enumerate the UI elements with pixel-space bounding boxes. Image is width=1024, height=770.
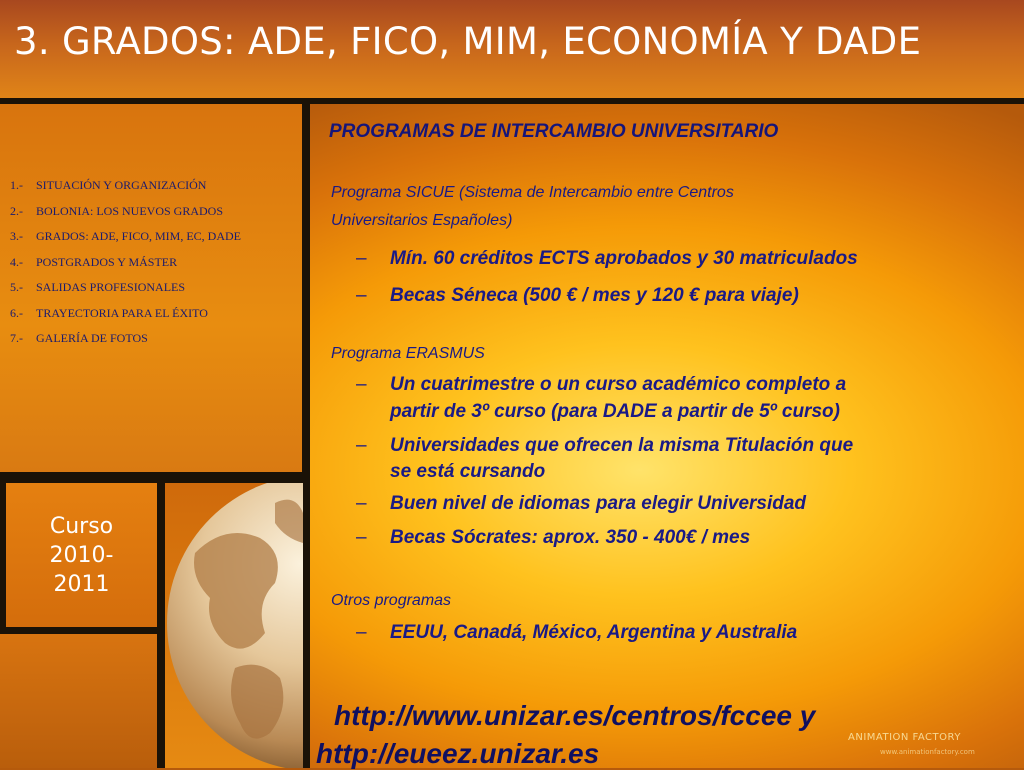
bullet-dash: – (356, 374, 367, 395)
otros-title: Otros programas (331, 592, 452, 609)
course-line: 2011 (53, 571, 110, 597)
menu-item-label: GRADOS: ADE, FICO, MIM, EC, DADE (36, 229, 242, 243)
menu-item-number: 4.- (10, 254, 23, 269)
menu-item-label: POSTGRADOS Y MÁSTER (36, 254, 178, 269)
slide-title: 3. GRADOS: ADE, FICO, MIM, ECONOMÍA Y DADE (14, 20, 922, 63)
erasmus-bullet-cont: se está cursando (390, 461, 546, 482)
menu-item-number: 1.- (10, 178, 23, 192)
lower-left-panel (0, 634, 157, 768)
watermark-brand: ANIMATION FACTORY (848, 732, 961, 743)
title-band (0, 0, 1024, 98)
course-bottom-frame (0, 627, 165, 634)
erasmus-bullet: Un cuatrimestre o un curso académico completo a (390, 374, 847, 395)
course-right-frame (157, 477, 165, 768)
menu-item-galeria[interactable] (10, 326, 241, 352)
faculty-link[interactable]: http://www.unizar.es/centros/fccee y (334, 700, 816, 731)
menu-item-label: SALIDAS PROFESIONALES (36, 280, 186, 294)
menu-item-number: 6.- (10, 305, 23, 320)
menu-item-salidas[interactable] (10, 275, 241, 301)
menu-item-number: 3.- (10, 229, 23, 243)
course-box (6, 483, 157, 627)
erasmus-bullet-cont: partir de 3º curso (para DADE a partir de 5º curso) (390, 401, 840, 422)
menu-item-label: SITUACIÓN Y ORGANIZACIÓN (36, 178, 207, 192)
erasmus-bullet: Becas Sócrates: aprox. 350 - 400€ / mes (390, 527, 751, 548)
sidebar-divider (302, 104, 310, 768)
school-link[interactable]: http://eueez.unizar.es (316, 738, 600, 769)
course-line: Curso (49, 513, 114, 539)
course-label (12, 512, 152, 599)
menu-item-grados[interactable] (10, 224, 241, 250)
erasmus-bullet: Buen nivel de idiomas para elegir Universidad (390, 493, 807, 514)
bullet-dash: – (356, 285, 367, 306)
globe-icon (165, 483, 303, 768)
menu-item-bolonia[interactable] (10, 199, 241, 225)
watermark-site: www.animationfactory.com (880, 748, 975, 756)
bullet-dash: – (356, 248, 367, 269)
bullet-dash: – (356, 622, 367, 643)
sicue-bullet: Mín. 60 créditos ECTS aprobados y 30 matriculados (390, 248, 858, 269)
menu-item-number: 2.- (10, 203, 23, 218)
menu-item-label: GALERÍA DE FOTOS (36, 331, 148, 345)
menu-item-label: BOLONIA: LOS NUEVOS GRADOS (36, 203, 224, 218)
menu-item-situacion[interactable] (10, 173, 241, 199)
bullet-dash: – (356, 493, 367, 514)
erasmus-bullet: Universidades que ofrecen la misma Titulación que (390, 435, 854, 456)
globe-image (165, 483, 303, 768)
sicue-bullet: Becas Séneca (500 € / mes y 120 € para viaje) (390, 285, 799, 306)
menu-item-number: 7.- (10, 331, 23, 345)
bullet-dash: – (356, 527, 367, 548)
menu-item-trayectoria[interactable] (10, 301, 241, 327)
section-heading: PROGRAMAS DE INTERCAMBIO UNIVERSITARIO (329, 121, 779, 142)
sicue-title-line1: Programa SICUE (Sistema de Intercambio entre Centros (331, 184, 734, 201)
menu-item-label: TRAYECTORIA PARA EL ÉXITO (36, 305, 208, 320)
menu-item-number: 5.- (10, 280, 23, 294)
erasmus-title: Programa ERASMUS (331, 345, 485, 362)
sicue-title-line2: Universitarios Españoles) (331, 212, 513, 229)
section-menu (10, 173, 241, 352)
menu-item-postgrados[interactable] (10, 250, 241, 276)
bullet-dash: – (356, 435, 367, 456)
course-line: 2010- (49, 542, 114, 568)
otros-bullet: EEUU, Canadá, México, Argentina y Australia (390, 622, 798, 643)
